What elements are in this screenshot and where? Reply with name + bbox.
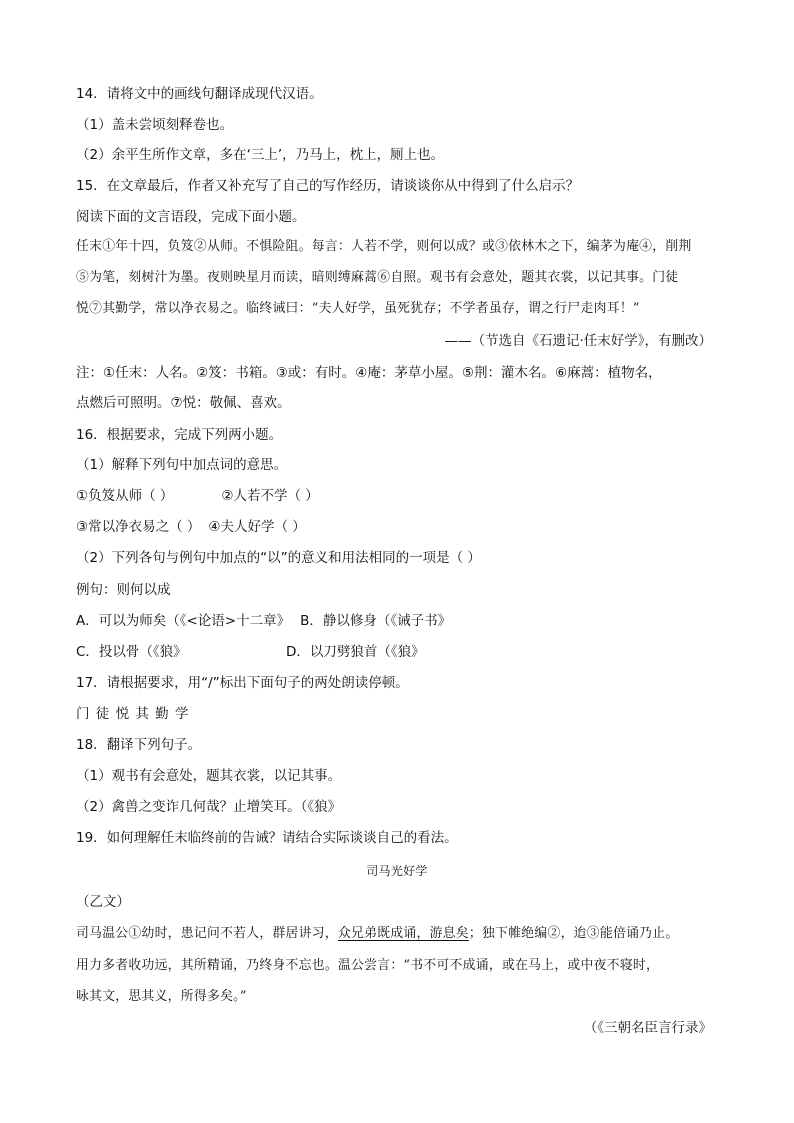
- q18-title: 18．翻译下列句子。: [76, 737, 202, 753]
- q16-option-c: C．投以骨（《狼》: [76, 644, 187, 660]
- passage-line-2: ⑤为笔，刻树汁为墨。夜则映星月而读，暗则缚麻蒿⑥自照。观书有会意处，题其衣裳，以记其事。门徒: [76, 270, 679, 285]
- q17-title: 17．请根据要求，用“/”标出下面句子的两处朗读停顿。: [76, 675, 409, 691]
- notes-line-1: 注：①任末：人名。②笈：书箱。③或：有时。④庵：茅草小屋。⑤荆：灌木名。⑥麻蒿：植物名，: [76, 365, 662, 381]
- yi-line-1: [76, 924, 678, 944]
- q14-title: 14．请将文中的画线句翻译成现代汉语。: [76, 86, 323, 102]
- q16-option-d: D．以刀劈狼首（《狼》: [286, 644, 425, 660]
- yi-line-3: 咏其文，思其义，所得多矣。”: [76, 989, 247, 1004]
- q16-option-b: B．静以修身（《诫子书》: [300, 613, 452, 629]
- passage-line-3: 悦⑦其勤学，常以净衣易之。临终诫曰：“夫人好学，虽死犹存；不学者虽存，谓之行尸走肉耳！”: [76, 301, 640, 316]
- q16-word-2: ②人若不学（ ）: [221, 488, 319, 504]
- q14-item-2: （2）余平生所作文章，多在‘三上’，乃马上，枕上，厕上也。: [76, 147, 445, 163]
- q16-word-1: ①负笈从师（ ）: [76, 488, 174, 504]
- yi-underlined-sentence: 众兄弟既成诵，游息矣: [337, 926, 469, 941]
- yi-source: （《三朝名臣言行录》: [583, 1020, 712, 1036]
- yi-heading: 司马光好学: [366, 864, 428, 878]
- q17-sentence: 门 徒 悦 其 勤 学: [76, 706, 190, 722]
- q16-word-row-1: [76, 486, 319, 506]
- q18-item-1: （1）观书有会意处，题其衣裳，以记其事。: [76, 768, 342, 784]
- q16-option-a: A．可以为师矣（《<论语>十二章》: [76, 613, 291, 629]
- yi-line-2: 用力多者收功远，其所精诵，乃终身不忘也。温公尝言：“书不可不成诵，或在马上，或中夜不寝时，: [76, 958, 660, 973]
- q16-word-3: ③常以净衣易之（ ）: [76, 519, 201, 535]
- q16-options-row-2: [76, 642, 425, 662]
- q16-sub1: （1）解释下列句中加点词的意思。: [76, 457, 288, 473]
- q16-word-row-2: [76, 517, 306, 537]
- notes-line-2: 点燃后可照明。⑦悦：敬佩、喜欢。: [76, 395, 291, 411]
- passage-line-1: 任末①年十四，负笈②从师。不惧险阻。每言：人若不学，则何以成？或③依林木之下，编茅为庵④，削荆: [76, 239, 692, 254]
- q14-item-1: （1）盖未尝顷刻释卷也。: [76, 117, 234, 133]
- q16-example: 例句：则何以成: [76, 582, 171, 598]
- q16-word-4: ④夫人好学（ ）: [208, 519, 306, 535]
- yi-line-1-pre: 司马温公①幼时，患记问不若人，群居讲习，: [76, 926, 338, 941]
- passage-source: ——（节选自《石遗记·任末好学》，有删改）: [444, 333, 712, 349]
- q15-title: 15．在文章最后，作者又补充写了自己的写作经历，请谈谈你从中得到了什么启示？: [76, 178, 580, 194]
- passage-intro: 阅读下面的文言语段，完成下面小题。: [76, 209, 306, 225]
- q19-title: 19．如何理解任末临终前的告诫？请结合实际谈谈自己的看法。: [76, 830, 458, 846]
- yi-line-1-post: ；独下帷绝编②，迨③能倍诵乃止。: [468, 926, 679, 941]
- q16-options-row-1: [76, 611, 451, 631]
- yi-label: （乙文）: [76, 894, 130, 910]
- q18-item-2: （2）禽兽之变诈几何哉？止增笑耳。（《狼》: [76, 799, 342, 815]
- q16-sub2: （2）下列各句与例句中加点的“以”的意义和用法相同的一项是（ ）: [76, 550, 481, 566]
- q16-title: 16．根据要求，完成下列两小题。: [76, 427, 283, 443]
